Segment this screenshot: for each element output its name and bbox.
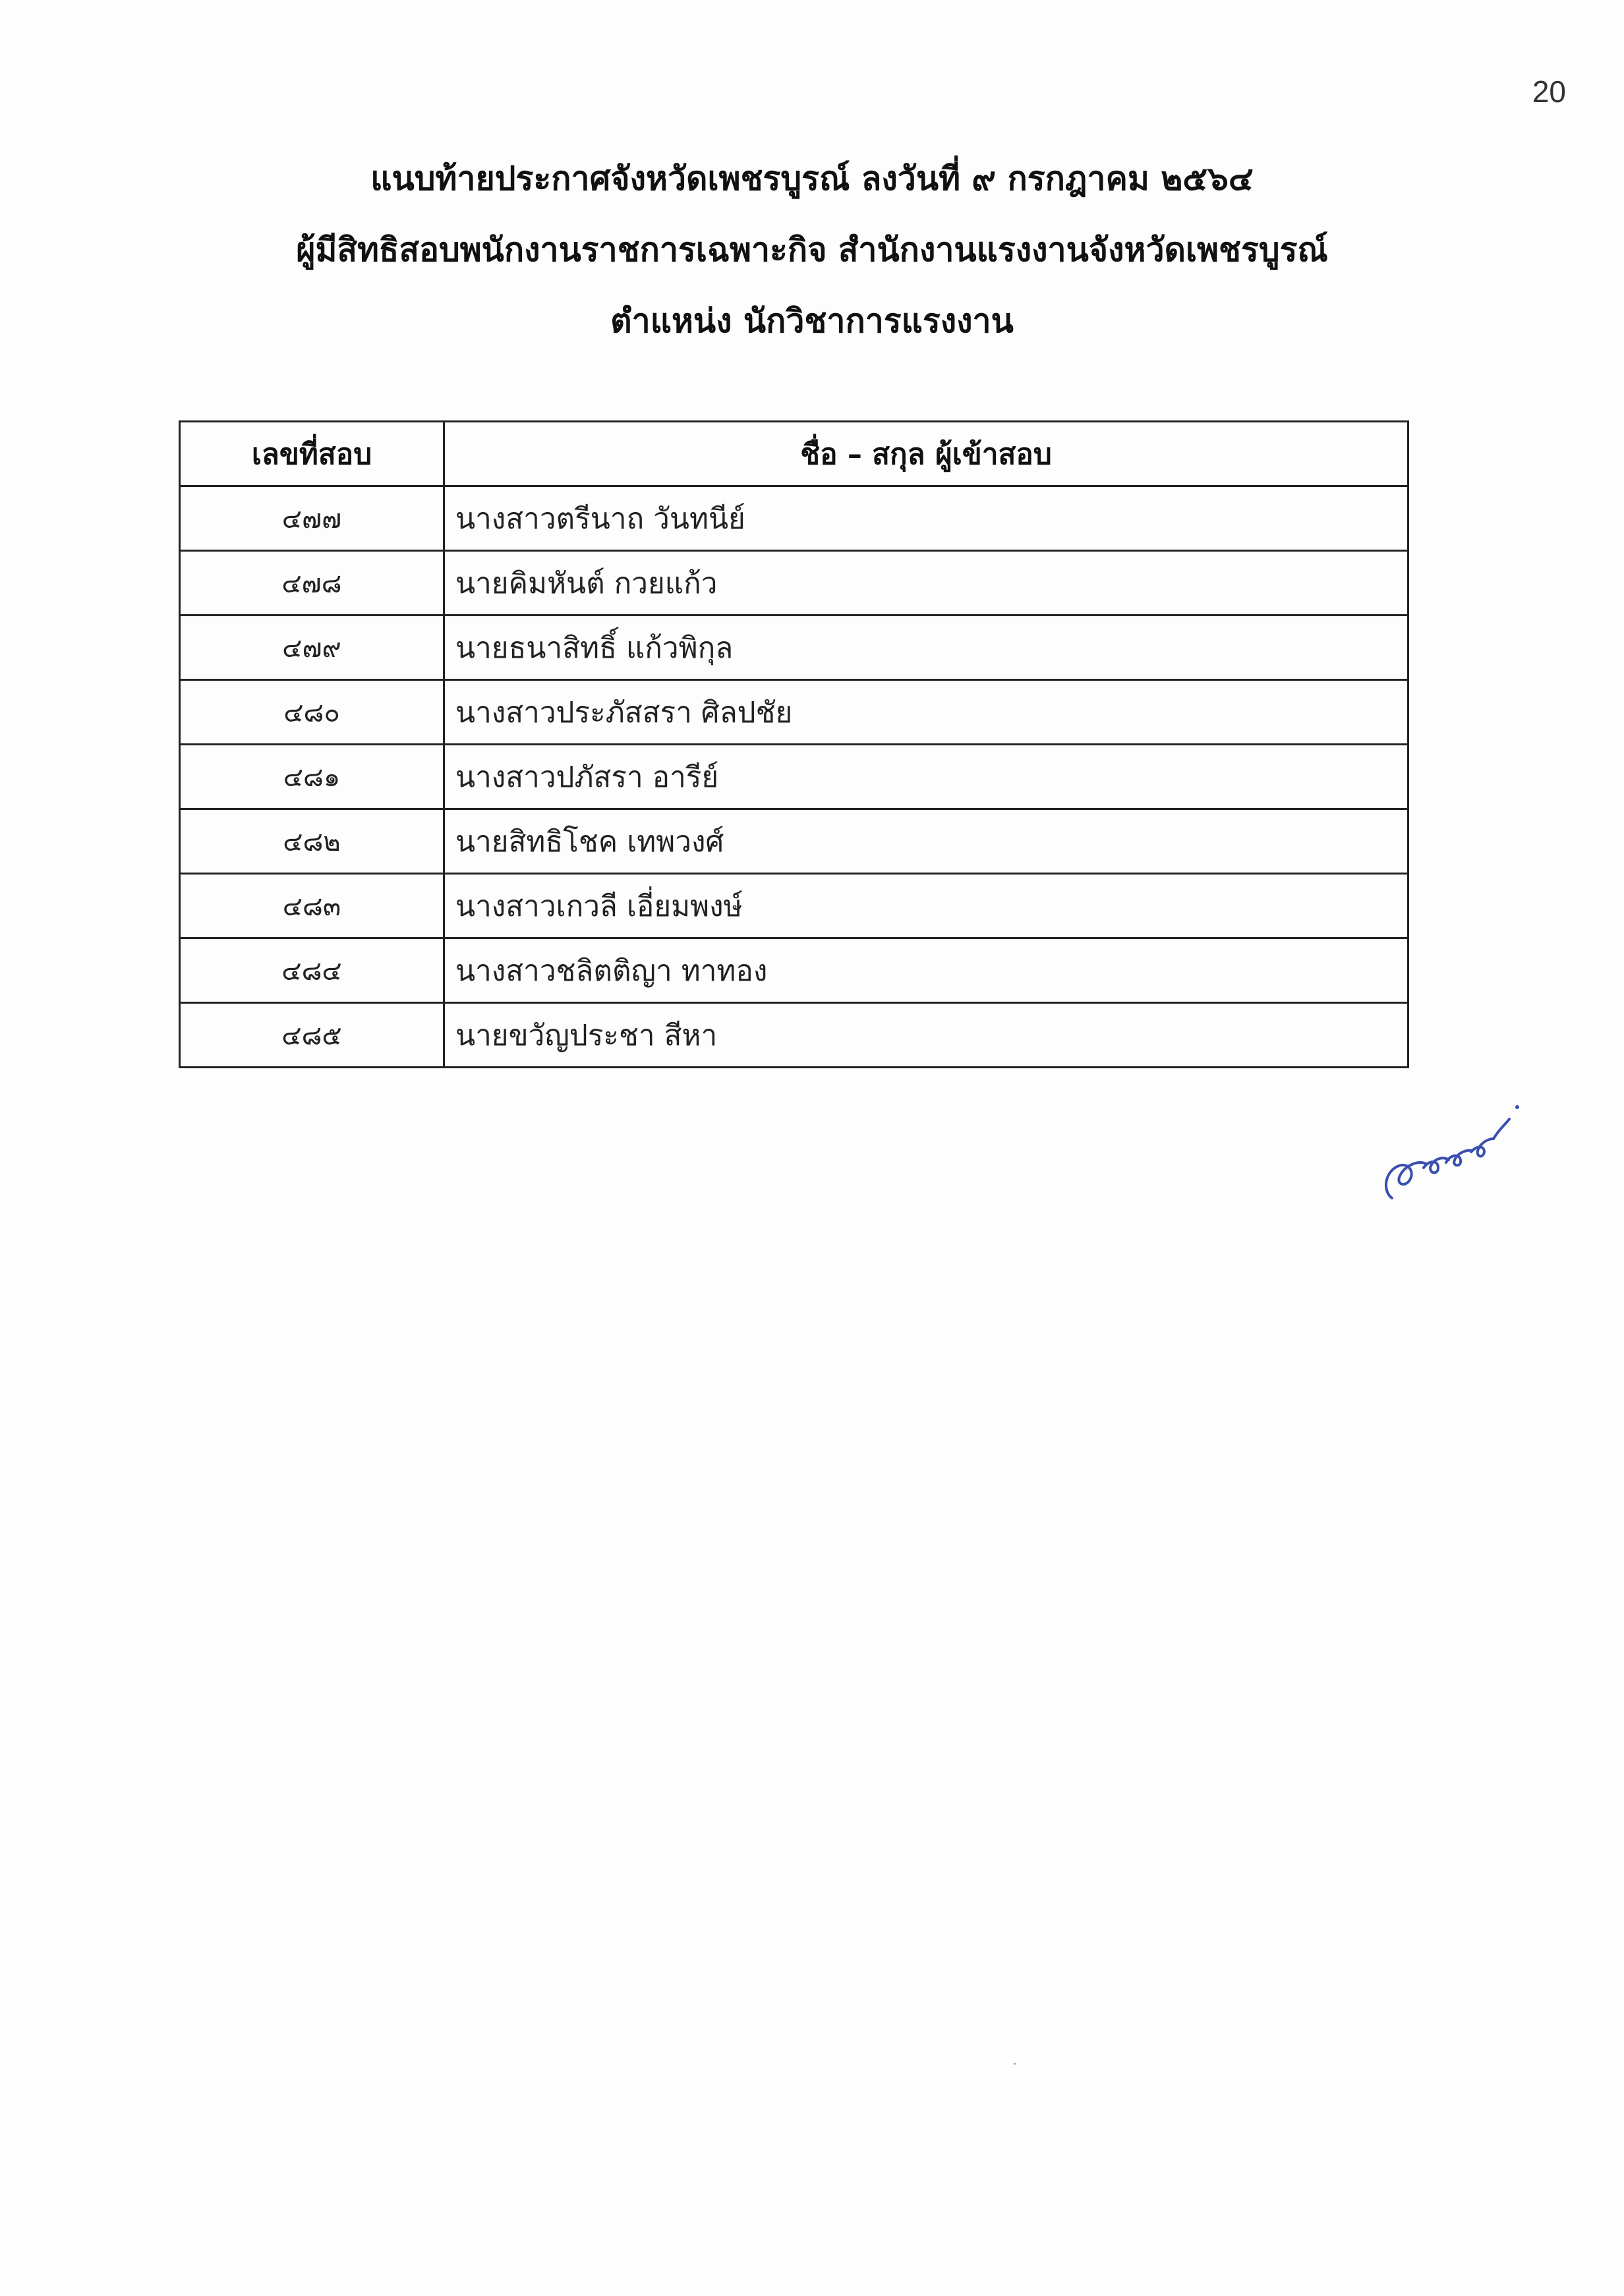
table-row — [180, 809, 1408, 874]
examinee-name-cell: นางสาวปภัสรา อารีย์ — [444, 745, 1408, 809]
scan-speck — [1014, 2063, 1016, 2065]
exam-number-cell: ๔๗๙ — [180, 616, 444, 680]
heading-line-1: แนบท้ายประกาศจังหวัดเพชรบูรณ์ ลงวันที่ ๙ กรกฎาคม ๒๕๖๔ — [370, 159, 1254, 198]
examinee-name-cell: นายคิมหันต์ กวยแก้ว — [444, 551, 1408, 616]
examinee-name-cell: นายขวัญประชา สีหา — [444, 1003, 1408, 1068]
exam-number-cell: ๔๗๗ — [180, 486, 444, 551]
exam-number-cell: ๔๘๕ — [180, 1003, 444, 1068]
page-number: 20 — [1532, 74, 1566, 109]
table-row — [180, 616, 1408, 680]
exam-number-cell: ๔๘๒ — [180, 809, 444, 874]
table-row — [180, 1003, 1408, 1068]
examinee-table — [179, 420, 1409, 1068]
table-row — [180, 874, 1408, 938]
exam-number-cell: ๔๗๘ — [180, 551, 444, 616]
examinee-name-cell: นางสาวชลิตติญา ทาทอง — [444, 938, 1408, 1003]
table-row — [180, 938, 1408, 1003]
heading-line-3: ตำแหน่ง นักวิชาการแรงงาน — [610, 302, 1014, 340]
exam-number-cell: ๔๘๔ — [180, 938, 444, 1003]
header-examinee-name: ชื่อ – สกุล ผู้เข้าสอบ — [444, 422, 1408, 486]
examinee-name-cell: นายธนาสิทธิ์ แก้วพิกุล — [444, 616, 1408, 680]
examinee-name-cell: นายสิทธิโชค เทพวงศ์ — [444, 809, 1408, 874]
table-header-row — [180, 422, 1408, 486]
table-row — [180, 680, 1408, 745]
examinee-name-cell: นางสาวตรีนาถ วันทนีย์ — [444, 486, 1408, 551]
table-row — [180, 745, 1408, 809]
handwritten-signature — [1378, 1099, 1522, 1211]
header-exam-number: เลขที่สอบ — [180, 422, 444, 486]
exam-number-cell: ๔๘๑ — [180, 745, 444, 809]
exam-number-cell: ๔๘๓ — [180, 874, 444, 938]
examinee-name-cell: นางสาวประภัสสรา ศิลปชัย — [444, 680, 1408, 745]
table-row — [180, 551, 1408, 616]
heading-line-2: ผู้มีสิทธิสอบพนักงานราชการเฉพาะกิจ สำนักงานแรงงานจังหวัดเพชรบูรณ์ — [296, 231, 1328, 269]
exam-number-cell: ๔๘๐ — [180, 680, 444, 745]
examinee-name-cell: นางสาวเกวลี เอี่ยมพงษ์ — [444, 874, 1408, 938]
table-row — [180, 486, 1408, 551]
